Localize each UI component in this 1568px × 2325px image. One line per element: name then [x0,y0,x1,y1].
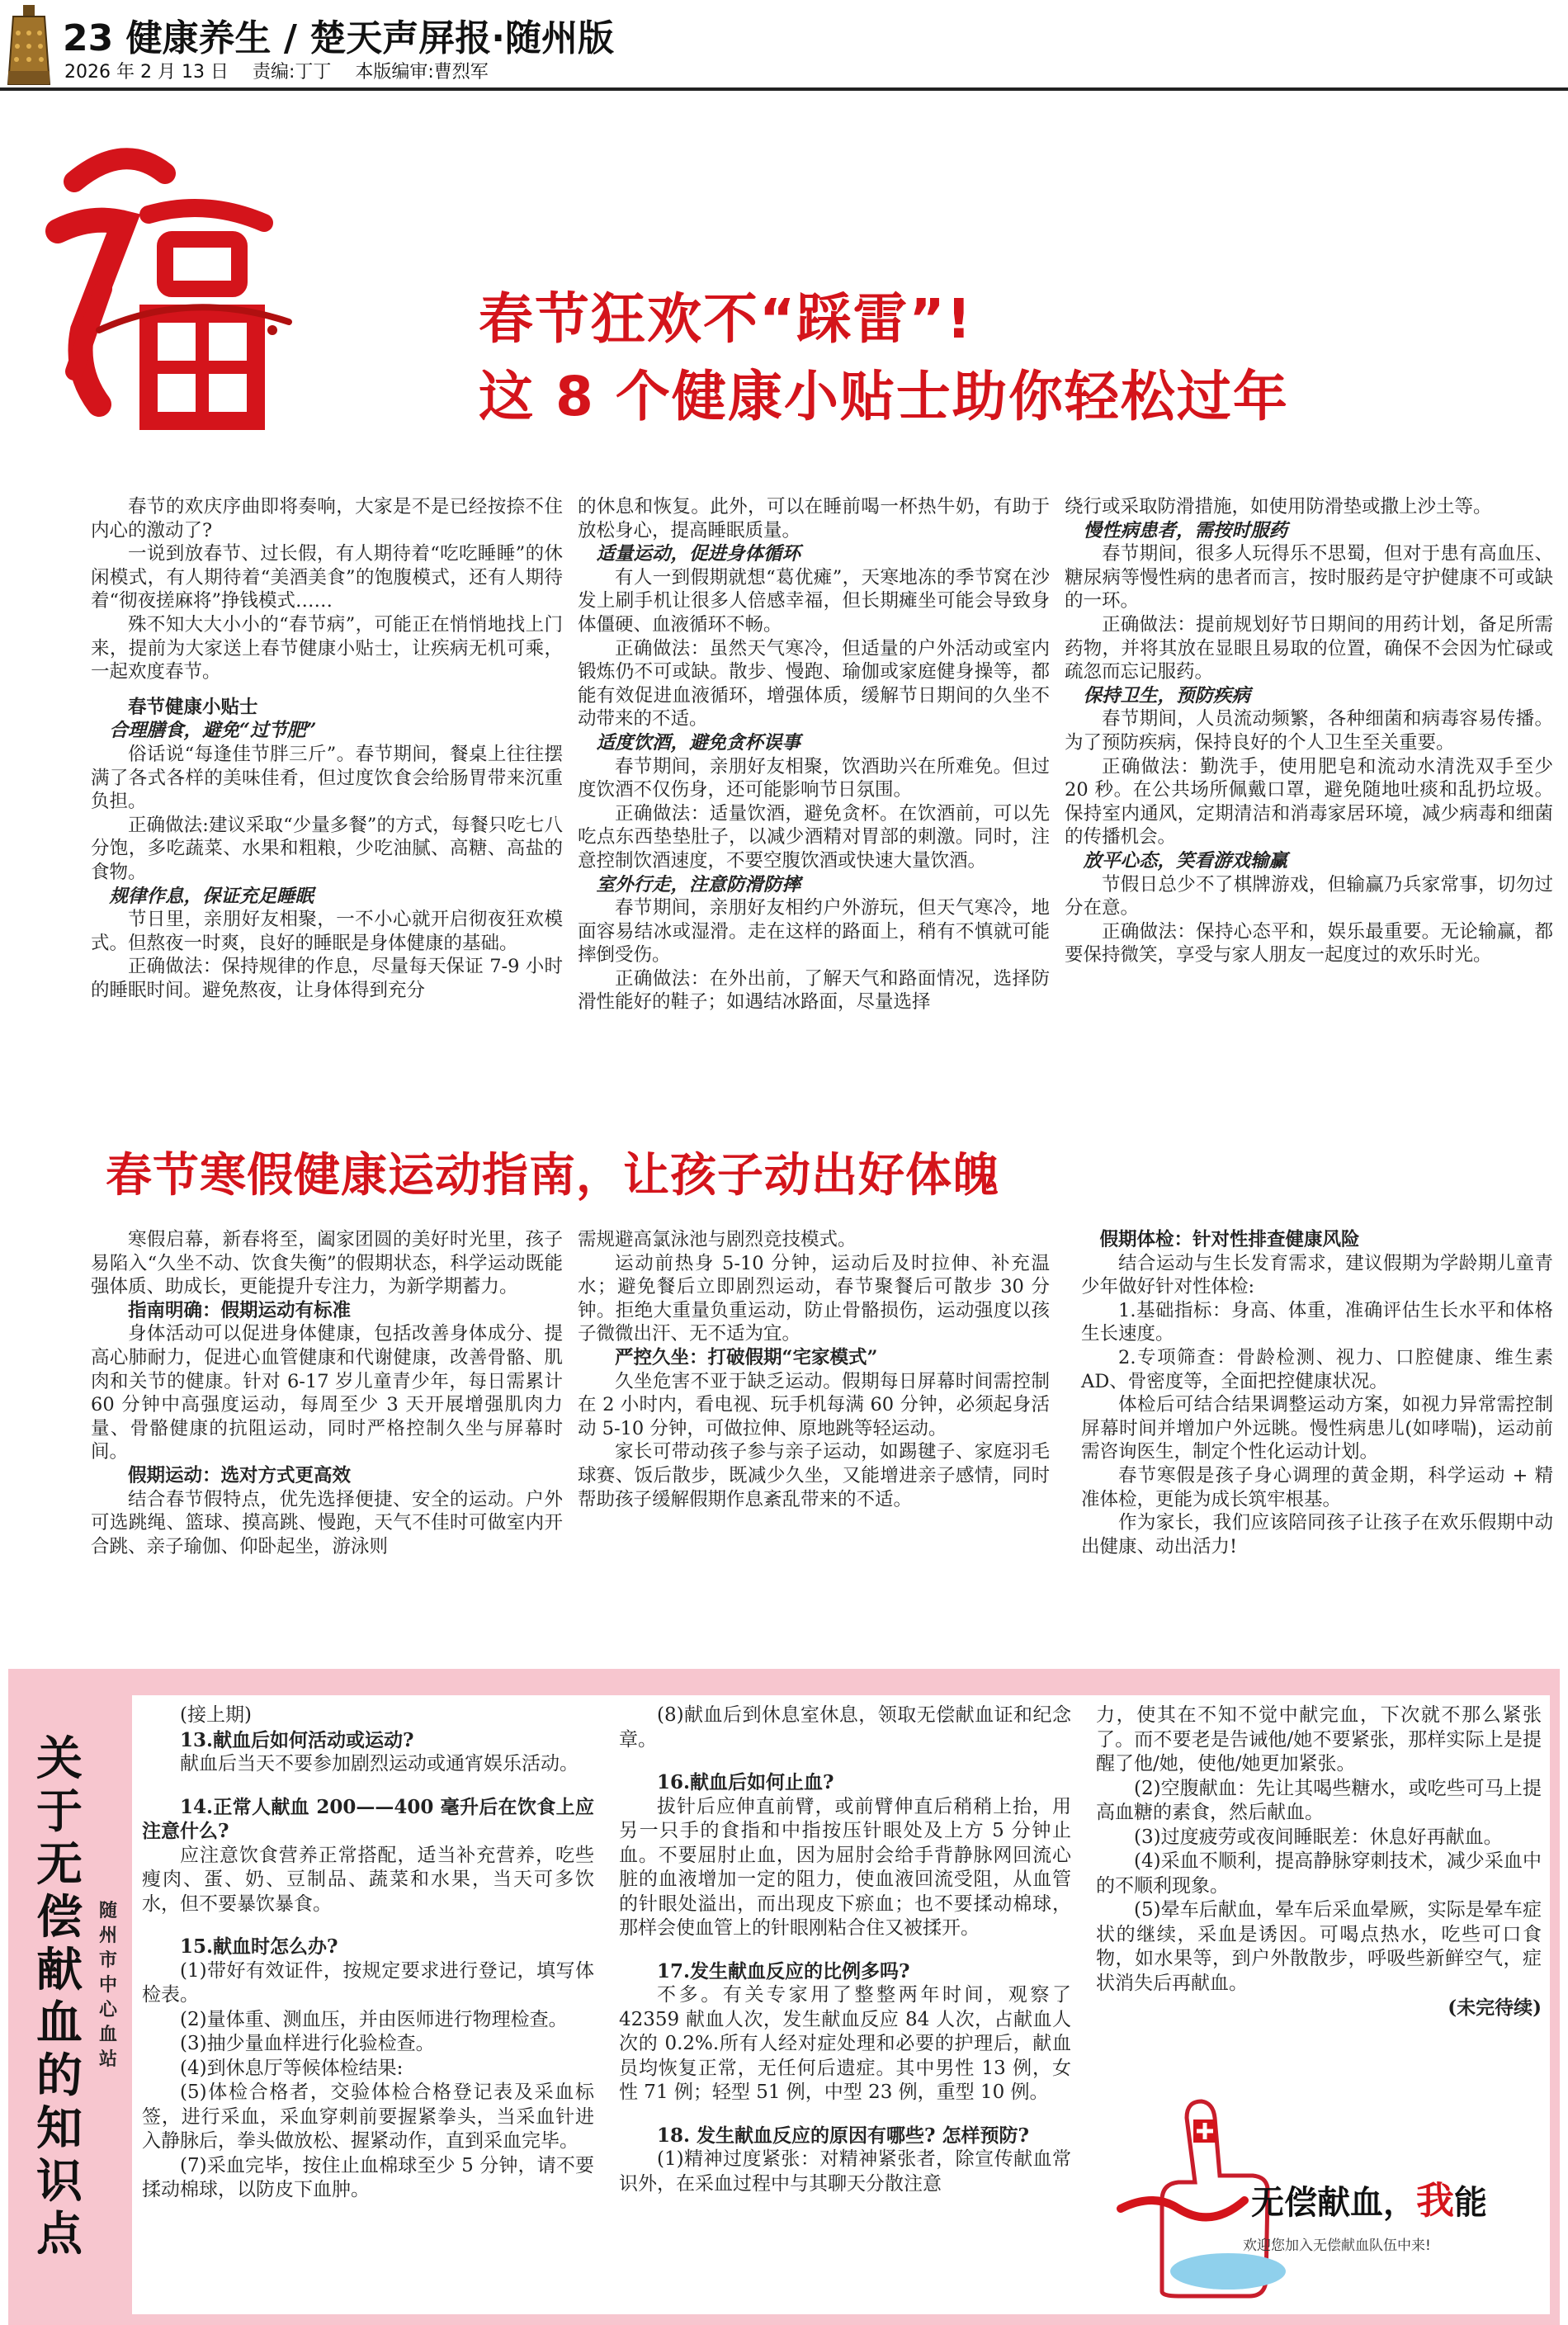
paragraph-gap [619,2105,1071,2124]
issue-date: 2026 年 2 月 13 日 [64,62,229,83]
tip-heading: 合理膳食，避免“过节肥” [109,720,317,742]
paragraph: 拔针后应伸直前臂，或前臂伸直后稍稍上抬，用另一只手的食指和中指按压针眼处及上方 5 分钟止血。不要屈肘止血，因为屈肘会给手背静脉网回流心脏的血液增加一定的阻力，使血液回流受阻，从血管的针眼处溢出，而出现皮下瘀血；也不要揉动棉球，那样会使血管上的针眼刚粘合住又被揉开。 [619,1795,1071,1939]
to-be-continued: (未完待续) [1448,1997,1542,2019]
paragraph: 春节的欢庆序曲即将奏响，大家是不是已经按捺不住内心的激动了? [91,496,563,541]
paragraph: 不多。有关专家用了整整两年时间，观察了 42359 献血人次，发生献血反应 84 人次，占献血人次的 0.2%.所有人经对症处理和必要的护理后，献血员均恢复正常，无任何后遗症。其中男性 13 例，女性 71 例；轻型 51 例，中型 23 例，重型 10 例。 [619,1984,1071,2103]
paragraph: 正确做法：提前规划好节日期间的用药计划，备足所需药物，并将其放在显眼且易取的位置，确保不会因为忙碌或疏忽而忘记服药。 [1065,613,1553,683]
article2-column-1 [91,1228,563,1558]
paragraph: 绕行或采取防滑措施，如使用防滑垫或撒上沙土等。 [1065,496,1492,517]
headline-line-1: 春节狂欢不“踩雷”! [479,287,973,351]
blood-column-3 [1096,1704,1542,2020]
question-heading: 16.献血后如何止血? [657,1771,834,1793]
tip-heading: 适度饮酒，避免贪杯误事 [596,731,801,754]
tip-heading: 放平心态，笑看游戏输赢 [1083,849,1288,872]
paragraph: (4)到休息厅等候体检结果: [180,2057,404,2079]
paragraph: 寒假启幕，新春将至，阖家团圆的美好时光里，孩子易陷入“久坐不动、饮食失衡”的假期状态，科学运动既能强体质、助成长，更能提升专注力，为新学期蓄力。 [91,1229,563,1298]
paragraph: 作为家长，我们应该陪同孩子让孩子在欢乐假期中动出健康、动出活力! [1081,1512,1553,1557]
tip-heading: 规律作息，保证充足睡眠 [109,885,314,907]
paragraph: (8)献血后到休息室休息，领取无偿献血证和纪念章。 [619,1704,1071,1751]
bronze-bell-icon [5,5,53,87]
paragraph: 有人一到假期就想“葛优瘫”，天寒地冻的季节窝在沙发上刷手机让很多人倍感幸福，但长期瘫坐可能会导致身体僵硬、血液循环不畅。 [578,566,1050,636]
paragraph: 献血后当天不要参加剧烈运动或通宵娱乐活动。 [180,1753,579,1774]
subheading: 指南明确：假期运动有标准 [128,1299,352,1321]
question-heading: 17.发生献血反应的比例多吗? [657,1959,910,1982]
blood-column-2 [619,1704,1071,2196]
paragraph: 结合运动与生长发育需求，建议假期为学龄期儿童青少年做好针对性体检: [1081,1252,1553,1298]
tip-heading: 保持卫生，预防疾病 [1083,684,1251,706]
tip-heading: 慢性病患者，需按时服药 [1083,519,1288,541]
paragraph: 春节期间，亲朋好友相聚，饮酒助兴在所难免。但过度饮酒不仅伤身，还可能影响节日氛围。 [578,755,1050,801]
promo-title: 无偿献血，我能 [1251,2178,1487,2223]
paragraph: 1.基础指标：身高、体重，准确评估生长水平和体格生长速度。 [1081,1299,1553,1345]
masthead-meta [64,58,507,83]
blood-section-source: 随 州 市 中 心 血 站 [98,1900,117,2070]
paragraph: 节假日总少不了棋牌游戏，但输赢乃兵家常事，切勿过分在意。 [1065,873,1553,919]
masthead [0,0,1568,92]
paragraph: (接上期) [180,1704,252,1726]
paragraph: 正确做法：保持规律的作息，尽量每天保证 7-9 小时的睡眠时间。避免熬夜，让身体得到充分 [91,956,563,1001]
article2-column-2 [578,1228,1050,1511]
paragraph-gap [619,1941,1071,1959]
paragraph: (2)量体重、测血压，并由医师进行物理检查。 [180,2008,568,2030]
paragraph: 家长可带动孩子参与亲子运动，如踢毽子、家庭羽毛球赛、饭后散步，既减少久坐，又能增进亲子感情，同时帮助孩子缓解假期作息紊乱带来的不适。 [578,1441,1050,1510]
subheading: 假期运动：选对方式更高效 [128,1464,352,1486]
masthead-rule [0,87,1568,91]
paragraph: 正确做法:建议采取“少量多餐”的方式，每餐只吃七八分饱，多吃蔬菜、水果和粗粮，少吃油腻、高糖、高盐的食物。 [91,814,563,883]
blood-section-title: 关 于 无 偿 献 血 的 知 识 点 [36,1732,83,2261]
question-heading: 15.献血时怎么办? [180,1935,338,1958]
paragraph: 春节期间，人员流动频繁，各种细菌和病毒容易传播。为了预防疾病，保持良好的个人卫生至关重要。 [1065,708,1553,754]
paragraph: (1)精神过度紧张：对精神紧张者，除宣传献血常识外，在采血过程中与其聊天分散注意 [619,2148,1071,2195]
paragraph: (5)晕车后献血，晕车后采血晕厥，实际是晕车症状的继续，采血是诱因。可喝点热水，吃些可口食物，如水果等，到户外散散步，呼吸些新鲜空气，症状消失后再献血。 [1096,1899,1542,1994]
subheading: 春节健康小贴士 [128,696,258,718]
paragraph: 正确做法：在外出前，了解天气和路面情况，选择防滑性能好的鞋子；如遇结冰路面，尽量选择 [578,967,1050,1014]
paragraph: 春节寒假是孩子身心调理的黄金期，科学运动 + 精准体检，更能为成长筑牢根基。 [1081,1464,1553,1510]
article-headline [479,281,1289,436]
masthead-title: 23 健康养生 / 楚天声屏报·随州版 [63,17,614,59]
paragraph-gap [91,684,563,696]
paragraph: (3)过度疲劳或夜间睡眠差：休息好再献血。 [1134,1826,1503,1848]
paragraph: 久坐危害不亚于缺乏运动。假期每日屏幕时间需控制在 2 小时内，看电视、玩手机每满 60 分钟，必须起身活动 5-10 分钟，可做拉伸、原地跳等轻运动。 [578,1370,1050,1439]
article1-column-2 [578,495,1050,1014]
paragraph: 殊不知大大小小的“春节病”，可能正在悄悄地找上门来，提前为大家送上春节健康小贴士，让疾病无机可乘，一起欢度春节。 [91,613,563,683]
tip-heading: 室外行走，注意防滑防摔 [596,873,801,896]
paragraph: 春节期间，很多人玩得乐不思蜀，但对于患有高血压、糖尿病等慢性病的患者而言，按时服药是守护健康不可或缺的一环。 [1065,543,1553,612]
blood-column-1 [142,1704,594,2203]
article2-column-3 [1081,1228,1553,1558]
paragraph-gap [142,1777,594,1795]
paragraph-gap [619,1752,1071,1770]
paragraph: 俗话说“每逢佳节胖三斤”。春节期间，餐桌上往往摆满了各式各样的美味佳肴，但过度饮食会给肠胃带来沉重负担。 [91,743,563,813]
section-name: 健康养生 [125,17,272,59]
editor: 责编:丁丁 [252,62,332,83]
article1-column-1 [91,495,563,1002]
question-heading: 18. 发生献血反应的原因有哪些? 怎样预防? [657,2124,1029,2147]
paragraph: 运动前热身 5-10 分钟，运动后及时拉伸、补充温水；避免餐后立即剧烈运动，春节聚餐后可散步 30 分钟。拒绝大重量负重运动，防止骨骼损伤，运动强度以孩子微微出汗、无不适为宜。 [578,1252,1050,1345]
subheading: 严控久坐：打破假期“宅家模式” [615,1346,878,1368]
reviewer: 本版编审:曹烈军 [355,62,489,83]
paragraph: 力，使其在不知不觉中献完血，下次就不那么紧张了。而不要老是告诫他/她不要紧张，那样实际上是提醒了他/她，使他/她更加紧张。 [1096,1704,1542,1774]
paragraph: 的休息和恢复。此外，可以在睡前喝一杯热牛奶，有助于放松身心，提高睡眠质量。 [578,496,1050,541]
paragraph: 结合春节假特点，优先选择便捷、安全的运动。户外可选跳绳、篮球、摸高跳、慢跑，天气不佳时可做室内开合跳、亲子瑜伽、仰卧起坐，游泳则 [91,1488,563,1557]
question-heading: 14.正常人献血 200——400 毫升后在饮食上应注意什么? [142,1795,594,1842]
paragraph: 正确做法：保持心态平和，娱乐最重要。无论输赢，都要保持微笑，享受与家人朋友一起度过的欢乐时光。 [1065,920,1553,966]
paragraph: 正确做法：适量饮酒，避免贪杯。在饮酒前，可以先吃点东西垫垫肚子，以减少酒精对胃部的刺激。同时，注意控制饮酒速度，不要空腹饮酒或快速大量饮酒。 [578,802,1050,872]
paragraph: 正确做法：虽然天气寒冷，但适量的户外活动或室内锻炼仍不可或缺。散步、慢跑、瑜伽或家庭健身操等，都能有效促进血液循环，增强体质，缓解节日期间的久坐不动带来的不适。 [578,637,1050,730]
paragraph: 节日里，亲朋好友相聚，一不小心就开启彻夜狂欢模式。但熬夜一时爽，良好的睡眠是身体健康的基础。 [91,909,563,954]
paragraph: 正确做法：勤洗手，使用肥皂和流动水清洗双手至少 20 秒。在公共场所佩戴口罩，避免随地吐痰和乱扔垃圾。保持室内通风，定期清洁和消毒家居环境，减少病毒和细菌的传播机会。 [1065,755,1553,848]
article2-headline: 春节寒假健康运动指南，让孩子动出好体魄 [106,1149,999,1203]
paragraph: 需规避高氯泳池与剧烈竞技模式。 [578,1229,857,1250]
paragraph: 2.专项筛查：骨龄检测、视力、口腔健康、维生素 AD、骨密度等，全面把控健康状况。 [1081,1346,1553,1392]
subheading: 假期体检：针对性排查健康风险 [1099,1229,1360,1250]
page-number: 23 [63,17,114,59]
thumbs-up-icon [1104,2085,1533,2308]
paragraph: (4)采血不顺利，提高静脉穿刺技术，减少采血中的不顺利现象。 [1096,1850,1542,1897]
headline-line-2: 这 8 个健康小贴士助你轻松过年 [479,365,1289,428]
fu-calligraphy-icon [25,124,297,462]
blood-donation-promo [1104,2085,1533,2308]
paragraph: (1)带好有效证件，按规定要求进行登记，填写体检表。 [142,1959,594,2006]
promo-subtitle: 欢迎您加入无偿献血队伍中来! [1243,2238,1431,2254]
paragraph: 身体活动可以促进身体健康，包括改善身体成分、提高心肺耐力，促进心血管健康和代谢健康，改善骨骼、肌肉和关节的健康。针对 6-17 岁儿童青少年，每日需累计 60 分钟中高强度运动，每周至少 3 天开展增强肌肉力量、骨骼健康的抗阻运动，同时严格控制久坐与屏幕时间。 [91,1323,563,1463]
question-heading: 13.献血后如何活动或运动? [180,1728,414,1751]
paragraph: 应注意饮食营养正常搭配，适当补充营养，吃些瘦肉、蛋、奶、豆制品、蔬菜和水果，当天可多饮水，但不要暴饮暴食。 [142,1844,594,1915]
paragraph: 春节期间，亲朋好友相约户外游玩，但天气寒冷，地面容易结冰或湿滑。走在这样的路面上，稍有不慎就可能摔倒受伤。 [578,897,1050,966]
paragraph: (5)体检合格者，交验体检合格登记表及采血标签，进行采血，采血穿刺前要握紧拳头，当采血针进入静脉后，拳头做放松、握紧动作，直到采血完毕。 [142,2082,594,2152]
paragraph-gap [142,1916,594,1935]
tip-heading: 适量运动，促进身体循环 [596,543,801,565]
paragraph: 体检后可结合结果调整运动方案，如视力异常需控制屏幕时间并增加户外远眺。慢性病患儿(如哮喘)，运动前需咨询医生，制定个性化运动计划。 [1081,1394,1553,1463]
article1-column-3 [1065,495,1553,967]
paper-name: 楚天声屏报·随州版 [309,17,614,59]
paragraph: (3)抽少量血样进行化验检查。 [180,2033,435,2054]
paragraph: 一说到放春节、过长假，有人期待着“吃吃睡睡”的休闲模式，有人期待着“美酒美食”的饱腹模式，还有人期待着“彻夜搓麻将”挣钱模式…… [91,543,563,612]
paragraph: (7)采血完毕，按住止血棉球至少 5 分钟，请不要揉动棉球，以防皮下血肿。 [142,2154,594,2200]
paragraph: (2)空腹献血：先让其喝些糖水，或吃些可马上提高血糖的素食，然后献血。 [1096,1777,1542,1823]
